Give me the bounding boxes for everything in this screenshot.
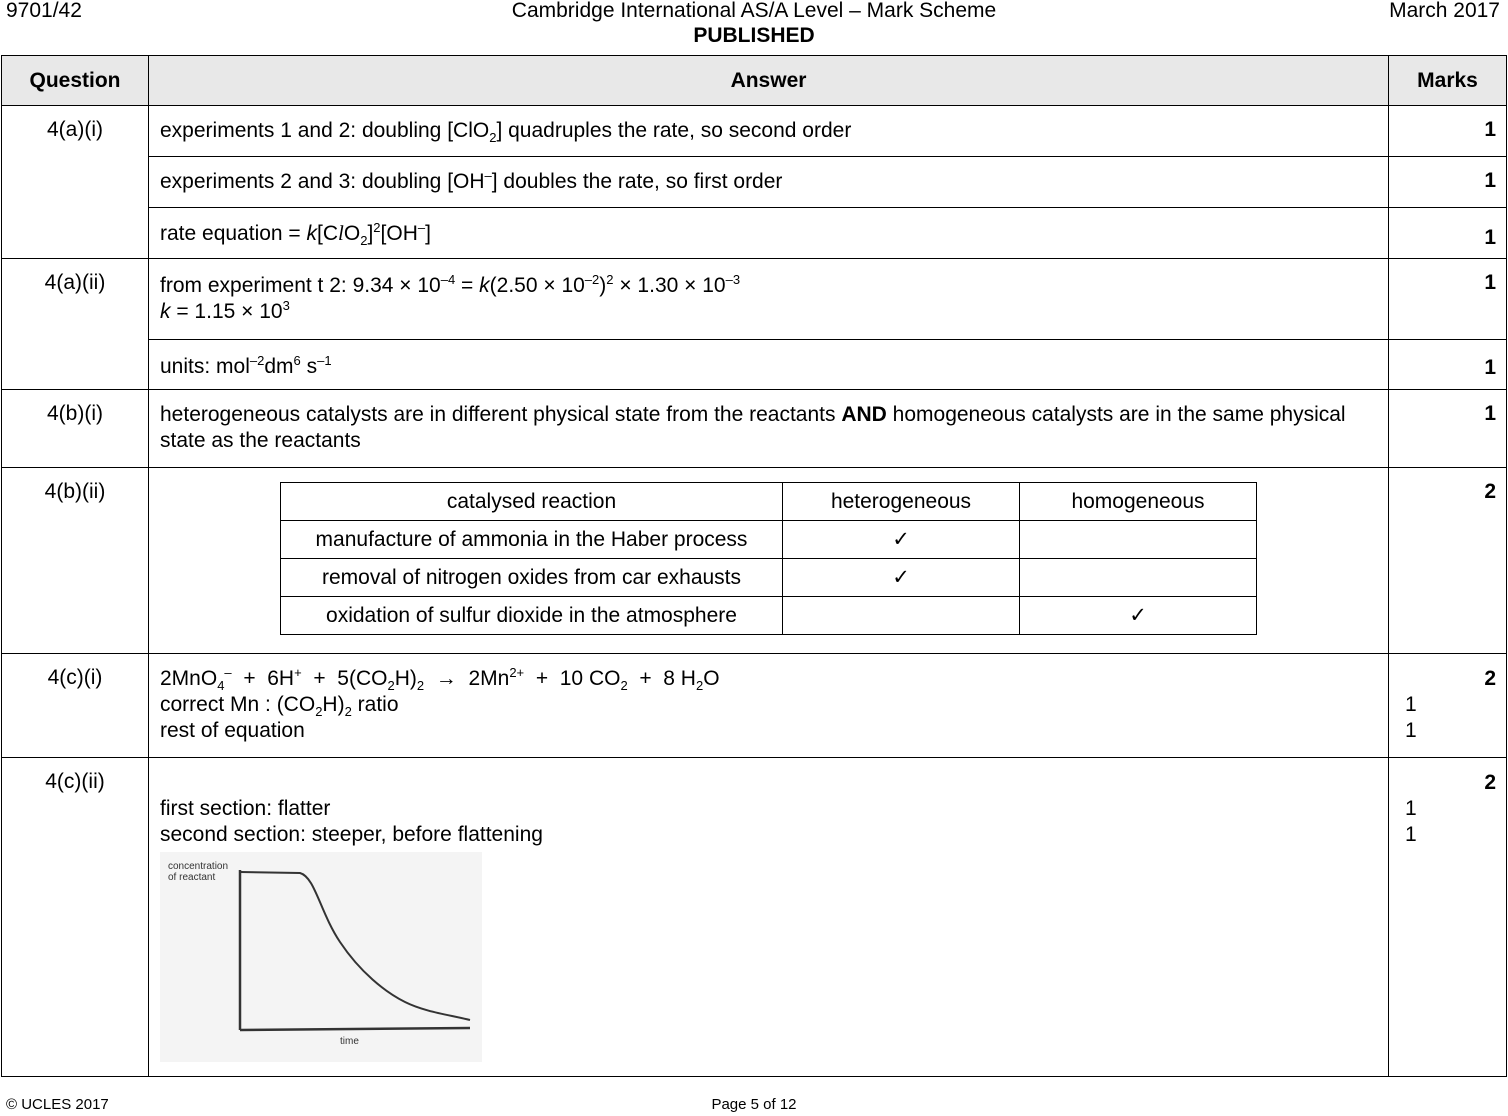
answer-cell: experiments 1 and 2: doubling [ClO$_2$] quadruples the rate, so second order [149, 106, 1389, 157]
answer-cell: experiments 2 and 3: doubling [OH–] doubles the rate, so first order [149, 157, 1389, 208]
table-row [2, 654, 1507, 758]
table-header-row [2, 56, 1507, 106]
answer-cell: $2MnO_4^- + 6H^+ + 5(CO_2H)_2 \to 2Mn^{2+} + 10$ $CO_2 + 8$ $H_2O$ correct Mn : $(CO_2H)_2$ ratio rest of equation [149, 654, 1389, 758]
question-label: 4(c)(i) [2, 654, 149, 758]
graph-y-label: of reactant [168, 872, 216, 883]
published-label: PUBLISHED [693, 24, 815, 47]
table-row [2, 157, 1507, 208]
mark-cell: 2 [1389, 468, 1507, 654]
tick-mark: ✓ [1020, 597, 1257, 635]
answer-cell: rate equation = $k[ClO_2]^2[OH^-]$ [149, 208, 1389, 259]
table-row [2, 259, 1507, 340]
mark-scheme-table [1, 55, 1507, 1077]
reaction-name: manufacture of ammonia in the Haber process [281, 521, 783, 559]
mark-cell: 1 [1389, 157, 1507, 208]
tick-mark [1020, 559, 1257, 597]
question-label: 4(c)(ii) [2, 758, 149, 1077]
balanced-equation: $2MnO_4^- + 6H^+ + 5(CO_2H)_2 \to 2Mn^{2+} + 10$ $CO_2 + 8$ $H_2O$ [160, 665, 720, 694]
graph-x-label: time [340, 1036, 359, 1047]
tick-mark: ✓ [783, 559, 1020, 597]
answer-column-header: Answer [149, 56, 1389, 106]
table-row [2, 340, 1507, 390]
exam-date: March 2017 [1389, 0, 1500, 22]
catalyst-row [281, 521, 1257, 559]
page-number: Page 5 of 12 [711, 1096, 797, 1113]
concentration-time-graph [160, 852, 482, 1062]
answer-cell: from experiment t 2: $9.34 \times 10^{-4} = k(2.50 \times 10^{-2})^2 \times 1.30 \times 10^{-3}$ $k = 1.15 \times 10^3$ [149, 259, 1389, 340]
reaction-name: removal of nitrogen oxides from car exhausts [281, 559, 783, 597]
table-row [2, 106, 1507, 157]
question-label: 4(a)(i) [2, 106, 149, 259]
answer-cell: units: $mol^{-2}dm^6$ $s^{-1}$ [149, 340, 1389, 390]
mark-cell: 1 [1389, 340, 1507, 390]
tick-mark: ✓ [783, 521, 1020, 559]
catalyst-row [281, 559, 1257, 597]
answer-cell [149, 468, 1389, 654]
mark-cell: 1 [1389, 259, 1507, 340]
answer-cell: first section: flatter second section: steeper, before flattening concentration of reactant time [149, 758, 1389, 1077]
copyright: © UCLES 2017 [6, 1096, 109, 1113]
reaction-name: oxidation of sulfur dioxide in the atmosphere [281, 597, 783, 635]
mark-cell: 1 [1389, 106, 1507, 157]
paper-code: 9701/42 [6, 0, 82, 22]
table-row [2, 390, 1507, 468]
catalyst-header-heterogeneous: heterogeneous [783, 483, 1020, 521]
tick-mark [783, 597, 1020, 635]
table-row [2, 758, 1507, 1077]
question-label: 4(b)(i) [2, 390, 149, 468]
tick-mark [1020, 521, 1257, 559]
graph-y-label: concentration [168, 861, 229, 872]
table-row [2, 468, 1507, 654]
catalyst-header-homogeneous: homogeneous [1020, 483, 1257, 521]
question-label: 4(b)(ii) [2, 468, 149, 654]
marks-column-header: Marks [1389, 56, 1507, 106]
table-row [2, 208, 1507, 259]
catalyst-table [280, 482, 1257, 635]
mark-cell: 1 [1389, 208, 1507, 259]
mark-cell: 2 1 1 [1389, 654, 1507, 758]
question-column-header: Question [2, 56, 149, 106]
catalyst-row [281, 597, 1257, 635]
catalyst-table-header [281, 483, 1257, 521]
document-title: Cambridge International AS/A Level – Mark Scheme [511, 0, 997, 22]
mark-cell: 1 [1389, 390, 1507, 468]
catalyst-header-reaction: catalysed reaction [281, 483, 783, 521]
mark-cell: 2 1 1 [1389, 758, 1507, 1077]
answer-cell: heterogeneous catalysts are in different physical state from the reactants AND homogeneous catalysts are in the same physical state as the reactants [149, 390, 1389, 468]
question-label: 4(a)(ii) [2, 259, 149, 390]
